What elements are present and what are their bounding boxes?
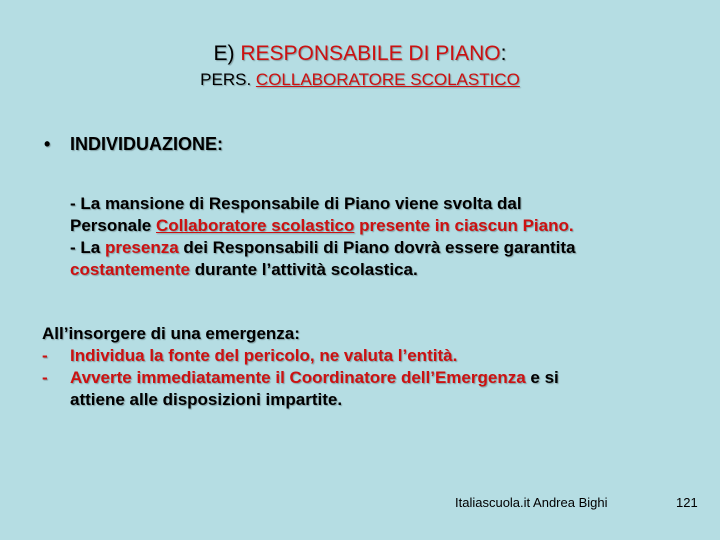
title-highlight: RESPONSABILE DI PIANO — [240, 42, 501, 65]
bullet-icon: • — [44, 134, 51, 154]
para-line-1: - La mansione di Responsabile di Piano viene svolta dal — [70, 194, 522, 213]
dash-marker: - — [42, 368, 48, 387]
para-line-2-b: Collaboratore scolastico — [156, 216, 355, 235]
para-line-2-a: Personale — [70, 216, 156, 235]
para-line-3-c: dei Responsabili di Piano dovrà essere garantita — [178, 238, 576, 257]
para-line-4-b: durante l’attività scolastica. — [189, 260, 418, 279]
para-line-2-c: presente in ciascun Piano. — [354, 216, 574, 235]
emergency-item-1-text: Individua la fonte del pericolo, ne valuta l’entità. — [70, 346, 458, 365]
para-line-3 — [70, 237, 690, 259]
para-line-3-a: - La — [70, 238, 105, 257]
para-line-2 — [70, 215, 690, 237]
emergency-item-1 — [42, 345, 692, 367]
dash-marker: - — [42, 346, 48, 365]
emergency-item-2 — [42, 367, 692, 411]
subtitle-prefix: PERS. — [200, 70, 256, 89]
footer-credit: Italiascuola.it Andrea Bighi — [455, 495, 608, 510]
slide-subtitle — [0, 70, 720, 90]
emergency-item-2-a: Avverte immediatamente il Coordinatore dell’Emergenza — [70, 368, 526, 387]
page-number: 121 — [676, 495, 698, 510]
para-line-3-b: presenza — [104, 238, 179, 257]
para-line-4-a: costantemente — [70, 260, 190, 279]
slide-title — [0, 42, 720, 66]
section-heading — [44, 133, 223, 155]
emergency-heading: All’insorgere di una emergenza: — [42, 324, 300, 343]
title-prefix: E) — [213, 42, 241, 65]
emergency-item-2-c: attiene alle disposizioni impartite. — [70, 390, 343, 409]
emergency-item-2-b: e si — [525, 368, 559, 387]
emergency-section — [42, 323, 692, 411]
subtitle-role: COLLABORATORE SCOLASTICO — [255, 70, 520, 89]
para-line-4 — [70, 259, 690, 281]
section-heading-text: INDIVIDUAZIONE: — [70, 134, 223, 154]
individuazione-paragraph — [70, 193, 690, 281]
title-suffix: : — [500, 42, 507, 65]
